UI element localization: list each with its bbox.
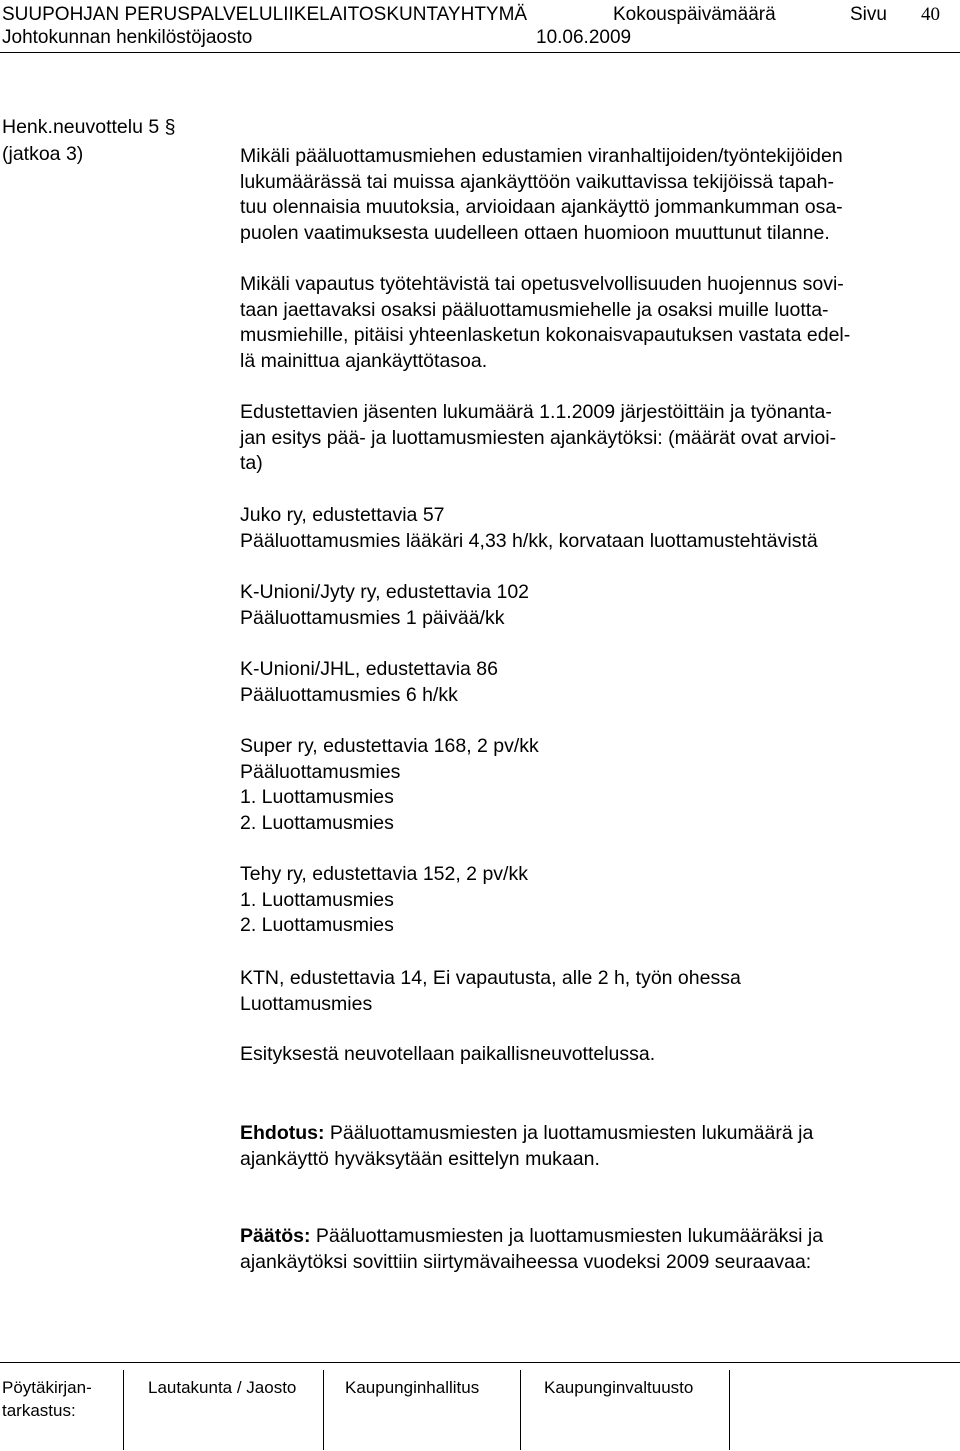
header-rule bbox=[0, 52, 960, 53]
negotiation-note: Esityksestä neuvotellaan paikallisneuvottelussa. bbox=[240, 1043, 656, 1065]
tehy-block: Tehy ry, edustettavia 152, 2 pv/kk 1. Luottamusmies 2. Luottamusmies bbox=[240, 863, 528, 936]
paragraph-3: Edustettavien jäsenten lukumäärä 1.1.2009 järjestöittäin ja työnanta- jan esitys pää- ja luottamusmiesten ajankäytöksi: (määrät ovat arvioi- ta) bbox=[240, 401, 837, 474]
footer-city-council: Kaupunginvaltuusto bbox=[544, 1378, 694, 1397]
footer-divider bbox=[729, 1370, 730, 1450]
paragraph-1: Mikäli pääluottamusmiehen edustamien viranhaltijoiden/työntekijöiden lukumäärässä tai muissa ajankäyttöön vaikuttavissa tekijöissä tapah- tuu olennaisia muutoksia, arvioidaan ajankäyttö jommankumman osa- puolen vaatimuksesta uudelleen ottaen huomioon muuttunut tilanne. bbox=[240, 145, 843, 244]
footer-city-board: Kaupunginhallitus bbox=[345, 1378, 480, 1397]
paragraph-2: Mikäli vapautus työtehtävistä tai opetusvelvollisuuden huojennus sovi- taan jaettavaksi osaksi pääluottamusmiehelle ja osaksi muille luotta- musmiehille, pitäisi yhteenlasketun kokonaisvapautuksen vastata edel- lä mainittua ajankäyttötasoa. bbox=[240, 273, 851, 372]
footer-divider bbox=[520, 1370, 521, 1450]
meeting-date: 10.06.2009 bbox=[536, 27, 632, 48]
section-title: Henk.neuvottelu 5 § bbox=[2, 116, 176, 138]
ktn-block: KTN, edustettavia 14, Ei vapautusta, alle 2 h, työn ohessa Luottamusmies bbox=[240, 967, 741, 1015]
section-continuation: (jatkoa 3) bbox=[2, 143, 84, 165]
meeting-date-label: Kokouspäivämäärä bbox=[613, 4, 776, 25]
proposal-label: Ehdotus: bbox=[240, 1122, 325, 1144]
proposal: Ehdotus: Pääluottamusmiesten ja luottamusmiesten lukumäärä ja ajankäyttö hyväksytään esittelyn mukaan. bbox=[240, 1122, 814, 1170]
super-block: Super ry, edustettavia 168, 2 pv/kk Pääluottamusmies 1. Luottamusmies 2. Luottamusmies bbox=[240, 735, 539, 834]
organization-name: SUUPOHJAN PERUSPALVELULIIKELAITOSKUNTAYHTYMÄ bbox=[2, 4, 528, 25]
committee-name: Johtokunnan henkilöstöjaosto bbox=[2, 27, 253, 48]
footer-rule bbox=[0, 1362, 960, 1363]
page-number: 40 bbox=[921, 4, 940, 25]
footer-divider bbox=[323, 1370, 324, 1450]
footer-divider bbox=[123, 1370, 124, 1450]
jhl-block: K-Unioni/JHL, edustettavia 86 Pääluottamusmies 6 h/kk bbox=[240, 658, 498, 706]
minutes-check-label-2: tarkastus: bbox=[2, 1401, 76, 1420]
decision: Päätös: Pääluottamusmiesten ja luottamusmiesten lukumääräksi ja ajankäytöksi sovittiin siirtymävaiheessa vuodeksi 2009 seuraavaa: bbox=[240, 1225, 824, 1273]
footer-board-section: Lautakunta / Jaosto bbox=[148, 1378, 297, 1397]
decision-label: Päätös: bbox=[240, 1225, 311, 1247]
jyty-block: K-Unioni/Jyty ry, edustettavia 102 Pääluottamusmies 1 päivää/kk bbox=[240, 581, 530, 629]
juko-block: Juko ry, edustettavia 57 Pääluottamusmies lääkäri 4,33 h/kk, korvataan luottamustehtävistä bbox=[240, 504, 818, 552]
page-label: Sivu bbox=[850, 4, 887, 25]
minutes-check-label: Pöytäkirjan- bbox=[2, 1378, 92, 1397]
